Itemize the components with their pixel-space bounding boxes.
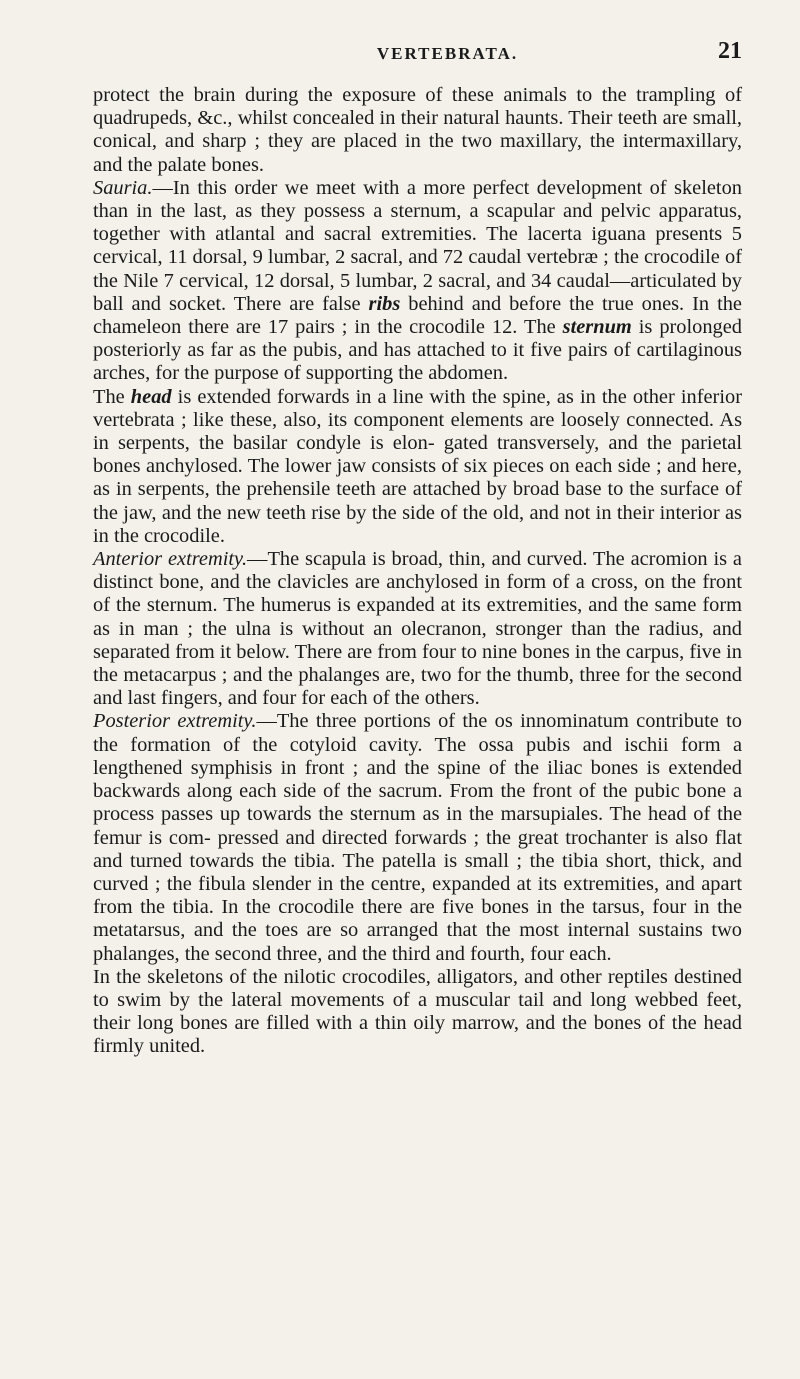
- paragraph-p2: [93, 177, 742, 386]
- term-text: sternum: [562, 316, 632, 339]
- lead-text: Posterior extremity.: [93, 710, 257, 733]
- paragraph-text: The: [93, 385, 131, 408]
- paragraph-p5: [93, 710, 742, 965]
- page-header: [93, 38, 742, 84]
- paragraph-text: behind and before the true ones. In the chameleon there are 17 pairs ; in the crocodile 12. The: [93, 292, 742, 339]
- body-text: [93, 84, 742, 1059]
- paragraph-p1: [93, 84, 742, 177]
- page-number: 21: [718, 38, 742, 64]
- paragraph-text: —In this order we meet with a more perfect development of skeleton than in the last, as they possess a sternum, a scapular and pelvic apparatus, together with atlantal and sacral extremities. The lacerta iguana presents 5 cervical, 11 dorsal, 9 lumbar, 2 sacral, and 72 caudal vertebræ ; the crocodile of the Nile 7 cervical, 12 dorsal, 5 lumbar, 2 sacral, and 34 caudal—articulated by ball and socket. There are false: [93, 176, 742, 315]
- paragraph-p4: [93, 548, 742, 710]
- paragraph-text: —The scapula is broad, thin, and curved. The acromion is a distinct bone, and the clavicles are anchylosed in form of a cross, on the front of the sternum. The humerus is expanded at its extremities, and the same form as in man ; the ulna is without an olecranon, stronger than the radius, and separated from it below. There are from four to nine bones in the carpus, five in the metacarpus ; and the phalanges are, two for the thumb, three for the second and last fingers, and four for each of the others.: [93, 548, 742, 710]
- term-text: head: [130, 385, 172, 408]
- running-head: VERTEBRATA.: [376, 44, 519, 63]
- paragraph-text: In the skeletons of the nilotic crocodiles, alligators, and other reptiles destined to swim by the lateral movements of a muscular tail and long webbed feet, their long bones are filled with a thin oily marrow, and the bones of the head firmly united.: [93, 965, 742, 1058]
- paragraph-text: is prolonged posteriorly as far as the pubis, and has attached to it five pairs of cartilaginous arches, for the purpose of supporting the abdomen.: [93, 316, 742, 385]
- lead-text: Sauria.: [93, 176, 153, 199]
- term-text: ribs: [368, 292, 401, 315]
- paragraph-text: protect the brain during the exposure of these animals to the trampling of quadrupeds, &c., whilst concealed in their natural haunts. Their teeth are small, conical, and sharp ; they are placed in the two maxillary, the intermaxillary, and the palate bones.: [93, 84, 742, 176]
- paragraph-p6: [93, 966, 742, 1059]
- paragraph-p3: [93, 386, 742, 548]
- paragraph-text: is extended forwards in a line with the spine, as in the other inferior vertebrata ; like these, also, its component elements are loosely connected. As in serpents, the basilar condyle is elon- gated transversely, and the parietal bones anchylosed. The lower jaw consists of six pieces on each side ; and here, as in serpents, the prehensile teeth are attached by broad base to the surface of the jaw, and the new teeth rise by the side of the old, and not in their interior as in the crocodile.: [93, 385, 742, 547]
- lead-text: Anterior extremity.: [93, 548, 248, 571]
- paragraph-text: —The three portions of the os innominatum contribute to the formation of the cotyloid cavity. The ossa pubis and ischii form a lengthened symphisis in front ; and the spine of the iliac bones is extended backwards along each side of the sacrum. From the front of the pubic bone a process passes up towards the sternum as in the marsupiales. The head of the femur is com- pressed and directed forwards ; the great trochanter is also flat and turned towards the tibia. The patella is small ; the tibia short, thick, and curved ; the fibula slender in the centre, expanded at its extremities, and apart from the tibia. In the crocodile there are five bones in the tarsus, four in the metatarsus, and the toes are so arranged that the most internal sustains two phalanges, the second three, and the third and fourth, four each.: [93, 710, 743, 965]
